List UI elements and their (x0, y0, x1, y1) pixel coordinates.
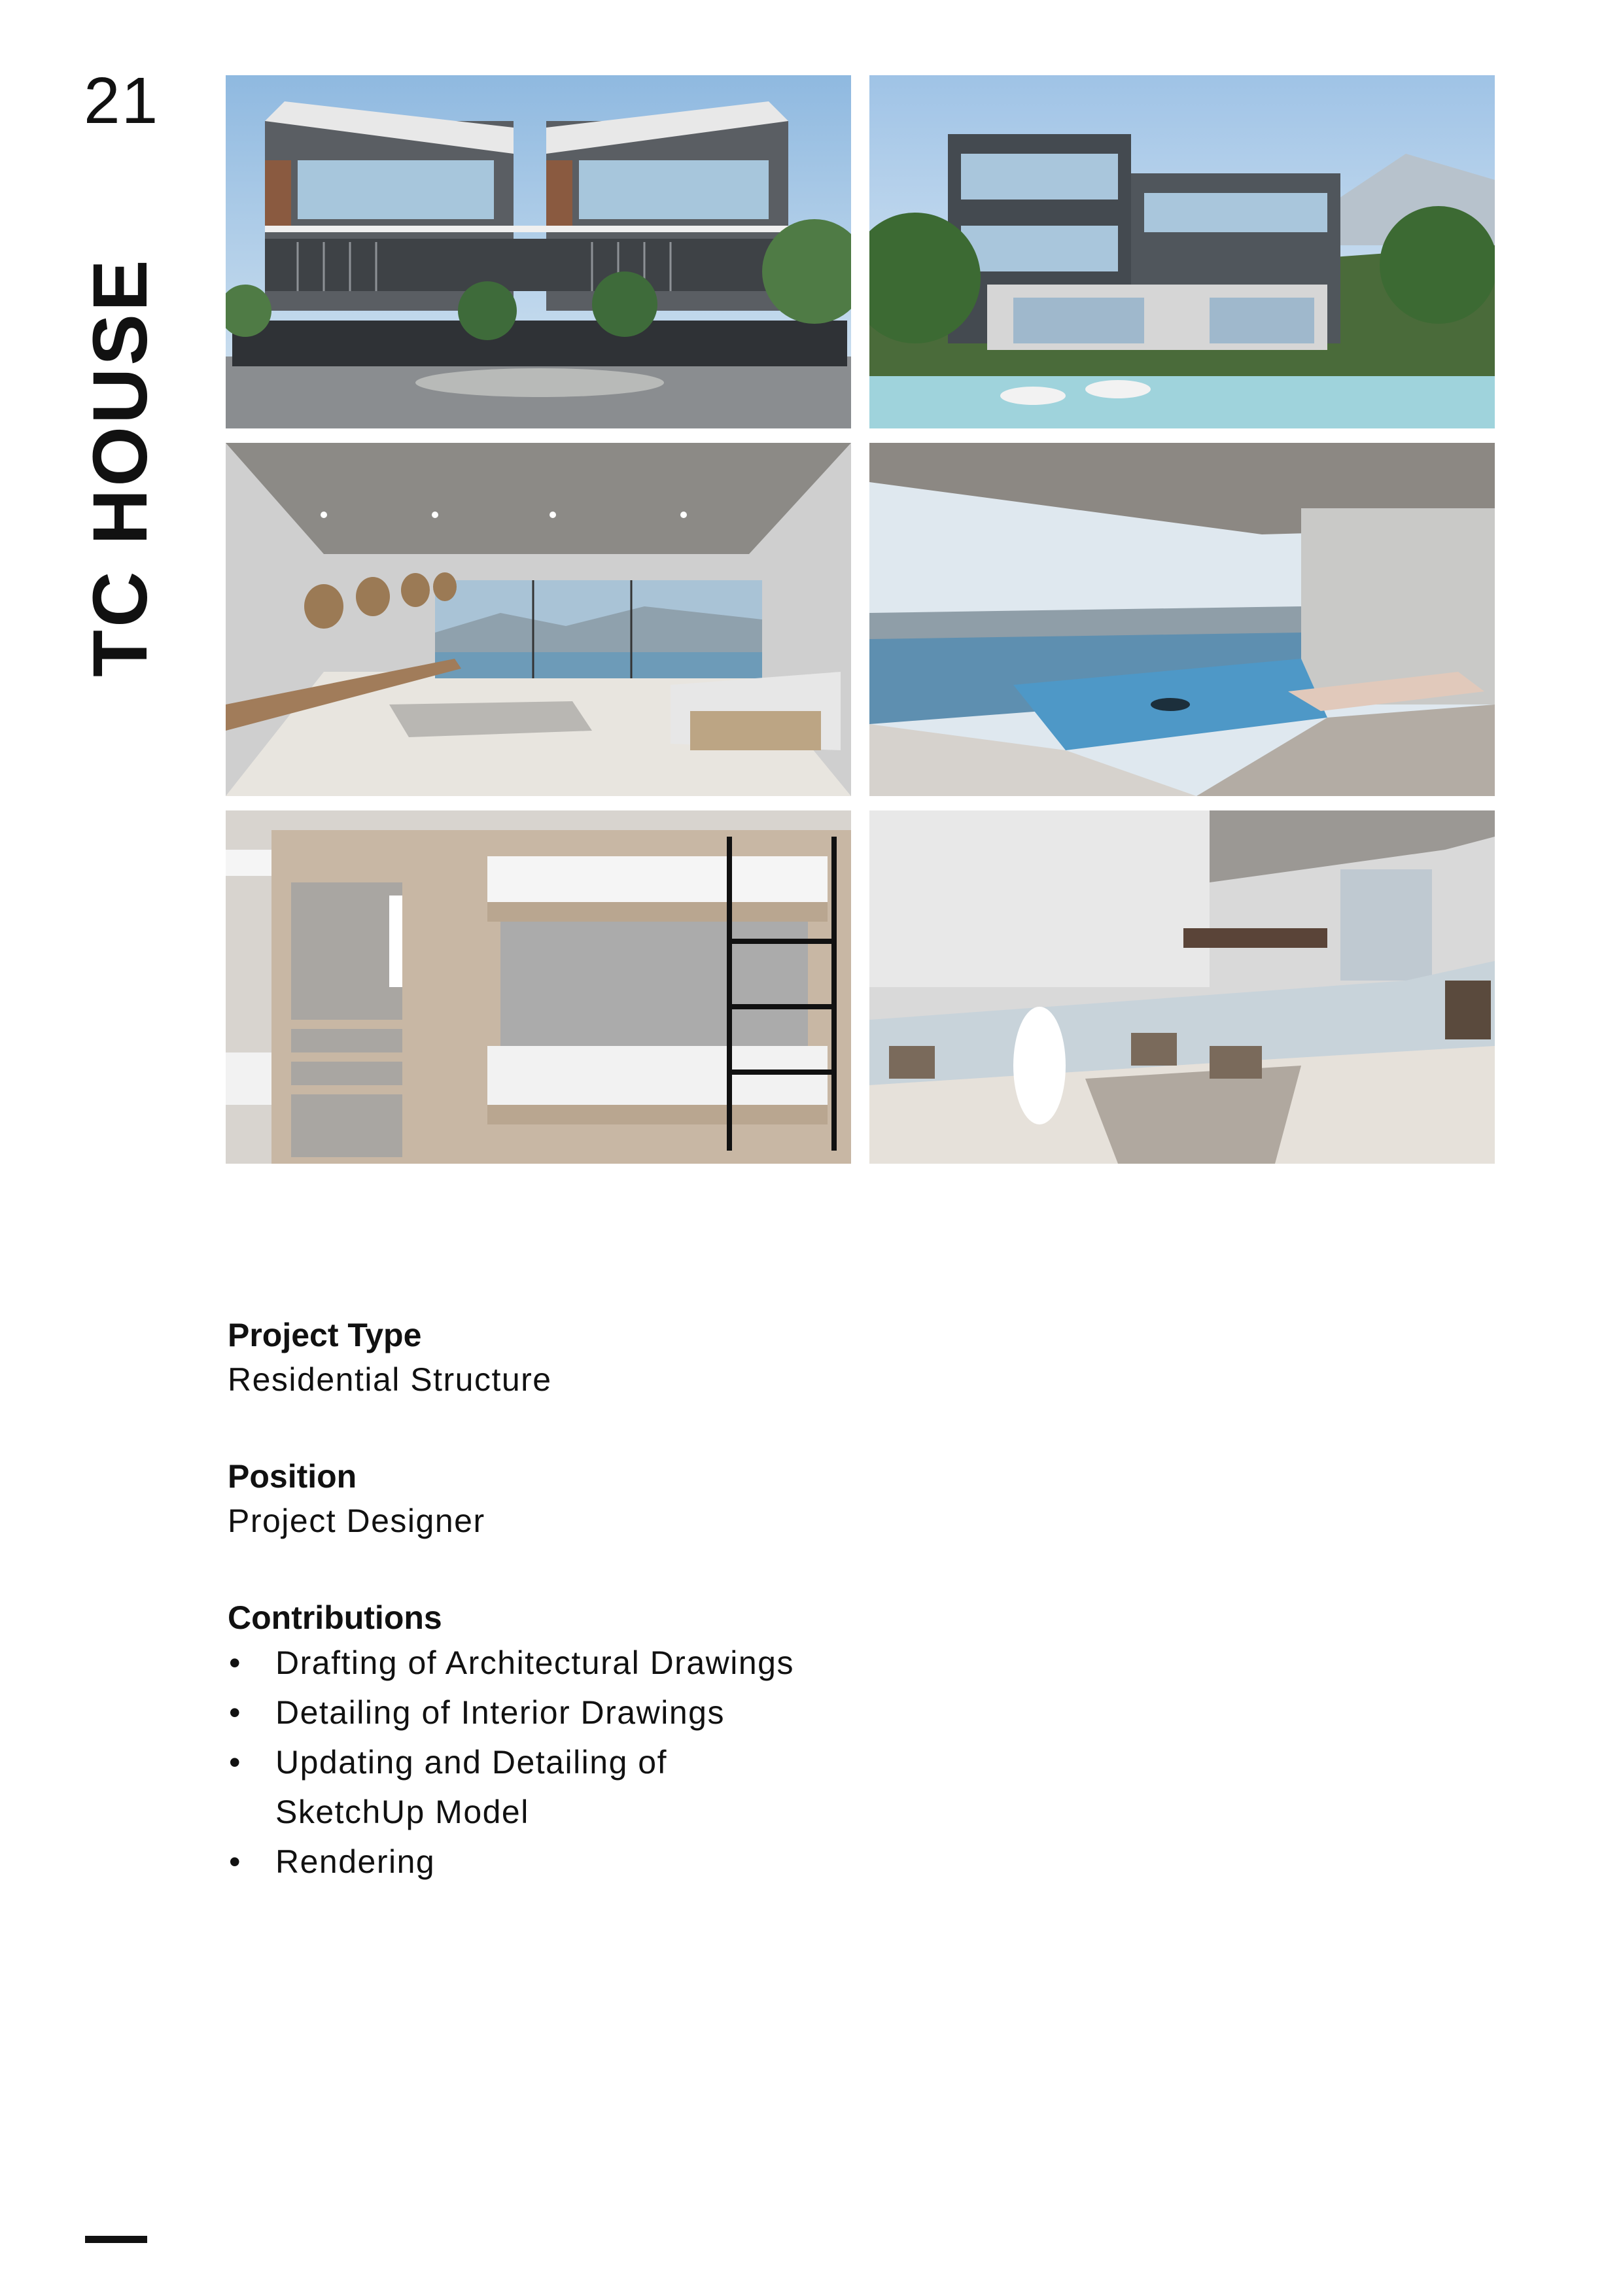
position-section (228, 1456, 1143, 1545)
list-item: • Drafting of Architectural Drawings (228, 1638, 995, 1688)
render-gallery (226, 75, 1495, 1164)
project-info (228, 1315, 1143, 1939)
contributions-section (228, 1597, 1143, 1887)
page-number: 21 (84, 64, 160, 137)
list-item: • Updating and Detailing of SketchUp Model (228, 1737, 773, 1837)
list-item: • Detailing of Interior Drawings (228, 1688, 995, 1737)
infinity-pool-terrace-image (869, 443, 1495, 796)
lakeside-exterior-image (869, 75, 1495, 428)
sunken-lounge-image (869, 810, 1495, 1164)
street-facade-image (226, 75, 851, 428)
project-type-section (228, 1315, 1143, 1404)
position-label: Position (228, 1458, 357, 1495)
project-type-value: Residential Structure (228, 1361, 552, 1398)
living-dining-interior-image (226, 443, 851, 796)
project-title: TC HOUSE (77, 257, 164, 677)
list-item: • Rendering (228, 1837, 773, 1887)
position-value: Project Designer (228, 1503, 485, 1539)
footer-divider (85, 2236, 147, 2243)
bunk-bed-room-image (226, 810, 851, 1164)
contributions-list (228, 1638, 1143, 1887)
contributions-label: Contributions (228, 1599, 442, 1636)
project-type-label: Project Type (228, 1317, 422, 1353)
